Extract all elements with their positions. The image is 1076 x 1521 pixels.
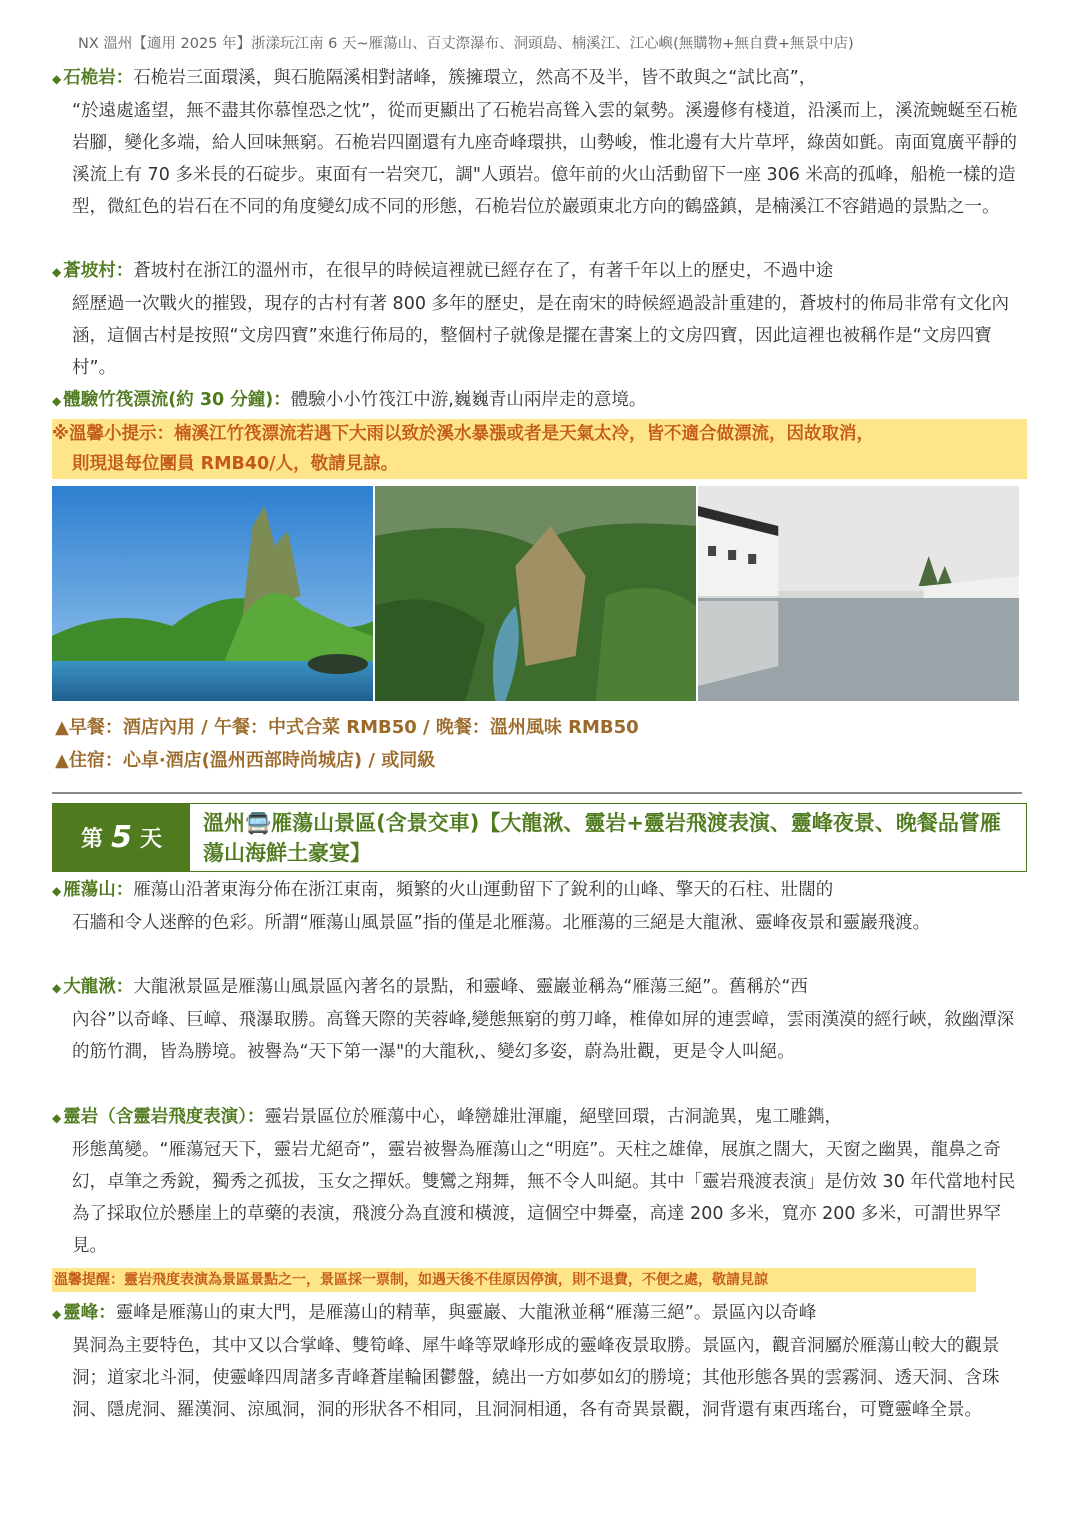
diamond-bullet-icon: ◆ — [52, 981, 62, 995]
section-label: 靈岩（含靈岩飛度表演）： — [63, 1107, 265, 1127]
paragraph-yandangshan — [52, 874, 1027, 939]
photo-canyon-aerial — [375, 486, 696, 701]
paragraph-lingfeng — [52, 1297, 1027, 1426]
day-label — [53, 804, 190, 871]
page-header: NX 溫州【適用 2025 年】浙漾玩江南 6 天~雁蕩山、百丈漈瀑布、洞頭島、楠溪江、江心嶼(無購物+無自費+無景中店) — [78, 36, 854, 52]
paragraph-body: 形態萬變。“雁蕩冠天下，靈岩尤絕奇”，靈岩被譽為雁蕩山之“明庭”。天柱之雄偉，展旗之闊大，天窗之幽異，龍鼻之奇幻，卓筆之秀銳，獨秀之孤拔，玉女之撣妖。雙鸞之翔舞，無不令人叫絕。其中「靈岩飛渡表演」是仿效 30 年代當地村民為了採取位於懸崖上的草藥的表演，飛渡分為直渡和橫渡，這個空中舞臺，高達 200 多米，寬亦 200 多米，可謂世界罕見。 — [72, 1140, 1016, 1256]
section-label: 靈峰： — [63, 1303, 116, 1323]
paragraph-first-line: 靈岩景區位於雁蕩中心，峰巒雄壯渾龐，絕壁回環，古洞詭異，鬼工雕鐫， — [264, 1107, 842, 1127]
section-label: 大龍湫： — [63, 977, 134, 997]
diamond-bullet-icon: ◆ — [52, 394, 62, 408]
paragraph-first-line: 靈峰是雁蕩山的東大門，是雁蕩山的精華，與靈巖、大龍湫並稱“雁蕩三絕”。景區內以奇峰 — [115, 1303, 817, 1323]
paragraph-dalongqiu — [52, 971, 1027, 1068]
day-number: 5 — [111, 820, 132, 855]
paragraph-body: 內谷”以奇峰、巨嶂、飛瀑取勝。高聳天際的芙蓉峰,變態無窮的剪刀峰，椎偉如屏的連雲嶂，雲雨漢漠的經行峽，敘幽潭深的筋竹澗，皆為勝境。被譽為“天下第一瀑"的大龍秋,、變幻多姿，蔚為壯觀，更是令人叫絕。 — [72, 1010, 1015, 1062]
paragraph-first-line: 大龍湫景區是雁蕩山風景區內著名的景點，和靈峰、靈巖並稱為“雁蕩三絕”。舊稱於“西 — [133, 977, 808, 997]
diamond-bullet-icon: ◆ — [52, 265, 62, 279]
paragraph-cangpo — [52, 255, 1027, 384]
section-label: 石桅岩： — [63, 68, 134, 88]
lingyan-warning: 溫馨提醒：靈岩飛度表演為景區景點之一，景區採一票制，如遇天後不佳原因停演，則不退費，不便之處，敬請見諒 — [52, 1268, 976, 1292]
day-header — [52, 803, 1027, 872]
rafting-warning — [52, 419, 1027, 479]
section-label: 體驗竹筏漂流(約 30 分鐘)： — [63, 390, 291, 410]
paragraph-lingyan — [52, 1101, 1027, 1262]
paragraph-body: 經歷過一次戰火的摧毀，現存的古村有著 800 多年的歷史，是在南宋的時候經過設計重建的，蒼坡村的佈局非常有文化內涵，這個古村是按照“文房四寶”來進行佈局的，整個村子就像是擺在書案上的文房四寶，因此這裡也被稱作是“文房四寶村”。 — [72, 294, 1010, 378]
paragraph-body: 異洞為主要特色，其中又以合掌峰、雙筍峰、犀牛峰等眾峰形成的靈峰夜景取勝。景區內，觀音洞屬於雁蕩山較大的觀景洞；道家北斗洞，使靈峰四周諸多青峰蒼崖輪囷鬱盤，繞出一方如夢如幻的勝境；其他形態各異的雲霧洞、透天洞、含珠洞、隱虎洞、羅漢洞、涼風洞，洞的形狀各不相同，且洞洞相通，各有奇異景觀，洞背還有東西瑤台，可覽靈峰全景。 — [72, 1336, 1000, 1420]
diamond-bullet-icon: ◆ — [52, 1307, 62, 1321]
hotel-info: ▲住宿：心卓·酒店(溫州西部時尚城店) / 或同級 — [55, 750, 436, 771]
diamond-bullet-icon: ◆ — [52, 72, 62, 86]
day-prefix: 第 — [81, 827, 104, 852]
paragraph-first-line: 體驗小小竹筏江中游,巍巍青山兩岸走的意境。 — [290, 390, 647, 410]
section-label: 雁蕩山： — [63, 880, 134, 900]
section-label: 蒼坡村： — [63, 261, 134, 281]
warning-line: ※溫馨小提示：楠溪江竹筏漂流若遇下大雨以致於溪水暴漲或者是天氣太冷，皆不適合做漂流，因故取消， — [52, 424, 875, 444]
meals-info: ▲早餐：酒店內用 / 午餐：中式合菜 RMB50 / 晚餐：溫州風味 RMB50 — [55, 717, 639, 738]
paragraph-first-line: 雁蕩山沿著東海分佈在浙江東南，頻繁的火山運動留下了銳利的山峰、擎天的石柱、壯闊的 — [133, 880, 834, 900]
photo-strip — [52, 486, 1019, 701]
paragraph-body: 石牆和令人迷醉的色彩。所謂“雁蕩山風景區”指的僅是北雁蕩。北雁蕩的三絕是大龍湫、靈峰夜景和靈巖飛渡。 — [72, 913, 931, 933]
paragraph-first-line: 蒼坡村在浙江的溫州市，在很早的時候這裡就已經存在了，有著千年以上的歷史，不過中途 — [133, 261, 834, 281]
diamond-bullet-icon: ◆ — [52, 884, 62, 898]
day-title: 溫州🚍雁蕩山景區(含景交車)【大龍湫、靈岩+靈岩飛渡表演、靈峰夜景、晚餐品嘗雁蕩山海鮮土豪宴】 — [203, 811, 1001, 865]
paragraph-rafting — [52, 384, 1027, 417]
photo-village-reflection — [698, 486, 1019, 701]
diamond-bullet-icon: ◆ — [52, 1111, 62, 1125]
day-suffix: 天 — [139, 827, 162, 852]
photo-shiweiyan-peak — [52, 486, 373, 701]
paragraph-shiweiyan — [52, 62, 1027, 223]
paragraph-body: “於遠處遙望，無不盡其你慕惶恐之忱”，從而更顯出了石桅岩高聳入雲的氣勢。溪邊修有棧道，沿溪而上，溪流蜿蜒至石桅岩腳，變化多端，給人回味無窮。石桅岩四圍還有九座奇峰環拱，山勢峻，惟北邊有大片草坪，綠茵如氈。南面寬廣平靜的溪流上有 70 多米長的石碇步。東面有一岩突兀，調"人頭岩。億年前的火山活動留下一座 306 米高的孤峰，船桅一樣的造型，微紅色的岩石在不同的角度變幻成不同的形態，石桅岩位於巖頭東北方向的鶴盛鎮，是楠溪江不容錯過的景點之一。 — [72, 101, 1018, 217]
paragraph-first-line: 石桅岩三面環溪，與石脆隔溪相對諸峰，簇擁環立，然高不及半，皆不敢與之“試比高”， — [133, 68, 817, 88]
warning-line: 則現退每位團員 RMB40/人，敬請見諒。 — [72, 454, 399, 474]
divider — [52, 792, 1022, 794]
